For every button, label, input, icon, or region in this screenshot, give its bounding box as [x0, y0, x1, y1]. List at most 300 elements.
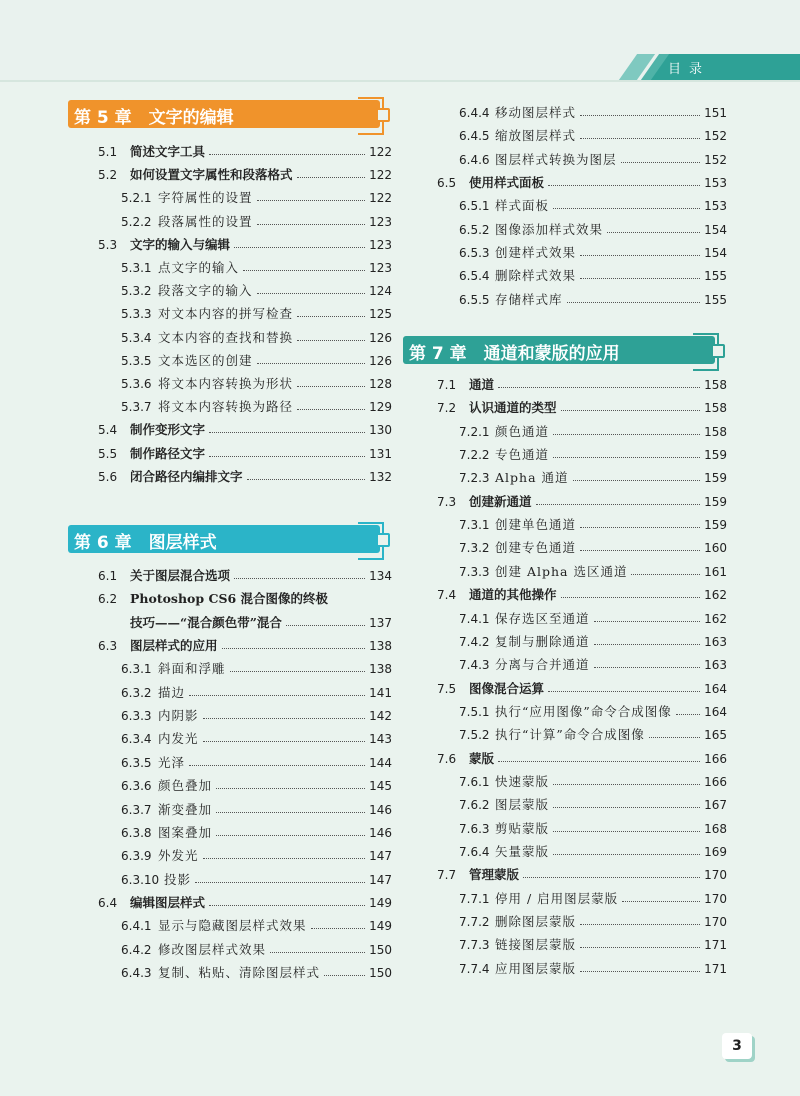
entry-title: 停用 / 启用图层蒙版 [495, 890, 619, 906]
entry-number: 6.4.1 [121, 919, 152, 934]
entry-title: 颜色通道 [495, 423, 550, 439]
entry-number: 5.1 [98, 145, 118, 159]
toc-entry[interactable] [405, 421, 727, 443]
leader-dots [553, 854, 700, 855]
entry-page: 149 [369, 895, 392, 910]
toc-entry[interactable] [405, 654, 727, 676]
toc-entry[interactable] [70, 705, 392, 727]
entry-title: 创建新通道 [469, 493, 532, 509]
entry-page: 163 [704, 658, 727, 673]
toc-entry[interactable] [405, 219, 727, 241]
leader-dots [594, 644, 701, 645]
toc-entry[interactable] [405, 561, 727, 583]
entry-page: 162 [704, 611, 727, 626]
leader-dots [216, 835, 365, 836]
entry-number: 5.2 [98, 168, 118, 183]
leader-dots [209, 905, 365, 906]
entry-number: 5.2.2 [121, 214, 152, 229]
entry-number: 6.3.5 [121, 755, 152, 770]
entry-number: 7.4.2 [459, 634, 490, 649]
entry-page: 138 [369, 662, 392, 677]
entry-title: 点文字的输入 [158, 260, 240, 275]
entry-page: 159 [704, 471, 727, 486]
entry-page: 123 [369, 237, 392, 252]
toc-entry[interactable] [70, 396, 392, 418]
leader-dots [297, 316, 365, 317]
leader-dots [257, 363, 366, 364]
entry-page: 160 [704, 541, 727, 556]
entry-number: 6.3.8 [121, 825, 152, 840]
leader-dots [189, 765, 365, 766]
entry-title: 关于图层混合选项 [130, 568, 231, 583]
entry-title: 管理蒙版 [469, 867, 520, 883]
toc-entry[interactable] [70, 164, 392, 186]
toc-entry[interactable] [405, 818, 727, 840]
toc-entry[interactable] [405, 514, 727, 536]
entry-page: 155 [704, 269, 727, 284]
leader-dots [567, 302, 701, 303]
leader-dots [247, 479, 366, 480]
leader-dots [561, 597, 701, 598]
leader-dots [243, 270, 365, 271]
entry-title: 执行“应用图像”命令合成图像 [495, 703, 672, 719]
leader-dots [297, 177, 366, 178]
entry-page: 155 [704, 292, 727, 307]
section-tab-label: 目录 [668, 62, 711, 77]
entry-page: 147 [369, 872, 392, 887]
entry-title: 样式面板 [495, 198, 550, 214]
entry-title: 编辑图层样式 [130, 894, 206, 910]
toc-entry[interactable] [405, 149, 727, 171]
toc-entry[interactable] [70, 303, 392, 325]
leader-dots [536, 504, 701, 505]
entry-title: 认识通道的类型 [469, 400, 557, 416]
entry-title: 快速蒙版 [495, 773, 550, 789]
leader-dots [209, 432, 365, 433]
entry-title: 复制、粘贴、清除图层样式 [158, 964, 321, 980]
leader-dots [216, 788, 365, 789]
toc-entry[interactable] [70, 234, 392, 256]
entry-title: 蒙版 [469, 750, 495, 766]
leader-dots [553, 457, 700, 458]
entry-title: 闭合路径内编排文字 [130, 468, 243, 484]
leader-dots [580, 947, 700, 948]
entry-page: 123 [369, 261, 392, 275]
entry-number: 6.4.2 [121, 942, 152, 957]
leader-dots [311, 928, 366, 929]
toc-entry[interactable] [405, 794, 727, 816]
toc-entry[interactable] [405, 242, 727, 264]
leader-dots [580, 115, 700, 116]
leader-dots [548, 691, 700, 692]
entry-title: 描边 [158, 684, 186, 700]
toc-entry[interactable] [70, 658, 392, 680]
entry-title: 缩放图层样式 [495, 128, 577, 144]
chapter-title: 第 7 章 通道和蒙版的应用 [409, 344, 620, 364]
entry-number: 7.6.4 [459, 845, 490, 859]
entry-title: 图层样式转换为图层 [495, 151, 617, 167]
toc-entry[interactable] [70, 775, 392, 797]
entry-page: 152 [704, 129, 727, 144]
entry-page: 137 [369, 615, 392, 630]
toc-entry[interactable] [70, 327, 392, 349]
entry-title: 矢量蒙版 [495, 844, 550, 859]
toc-entry[interactable] [70, 280, 392, 302]
leader-dots [594, 667, 701, 668]
entry-page: 170 [704, 915, 727, 930]
toc-entry[interactable] [70, 419, 392, 441]
entry-page: 164 [704, 704, 727, 719]
entry-page: 164 [704, 681, 727, 696]
toc-entry[interactable] [405, 467, 727, 489]
entry-number: 7.6.1 [459, 774, 490, 789]
entry-page: 154 [704, 246, 727, 261]
entry-title: 创建专色通道 [495, 540, 577, 556]
entry-number: 6.5.5 [459, 292, 490, 307]
entry-page: 158 [704, 378, 727, 392]
entry-number: 7.6.3 [459, 821, 490, 836]
toc-entry[interactable] [70, 845, 392, 867]
entry-number: 7.4 [437, 588, 457, 603]
entry-page: 146 [369, 825, 392, 840]
leader-dots [257, 224, 366, 225]
ornament-knot [376, 108, 390, 122]
entry-number: 5.4 [98, 423, 118, 438]
leader-dots [297, 409, 365, 410]
leader-dots [203, 718, 366, 719]
entry-page: 170 [704, 891, 727, 906]
toc-entry[interactable] [405, 631, 727, 653]
leader-dots [553, 831, 700, 832]
leader-dots [580, 527, 700, 528]
entry-page: 150 [369, 942, 392, 957]
entry-number: 6.4.4 [459, 106, 490, 120]
entry-number: 6.1 [98, 569, 118, 583]
entry-title: Alpha 通道 [495, 470, 569, 486]
entry-page: 165 [704, 728, 727, 743]
entry-page: 169 [704, 845, 727, 859]
entry-title: 将文本内容转换为形状 [158, 376, 294, 391]
entry-number: 6.5.3 [459, 246, 490, 261]
toc-entry[interactable] [405, 888, 727, 910]
entry-page: 130 [369, 423, 392, 438]
entry-page: 152 [704, 152, 727, 167]
toc-entry[interactable] [405, 172, 727, 194]
toc-entry[interactable] [70, 588, 392, 610]
entry-title: 对文本内容的拼写检查 [158, 306, 294, 322]
toc-entry[interactable] [70, 892, 392, 914]
entry-number: 6.4.3 [121, 965, 152, 980]
entry-page: 129 [369, 400, 392, 415]
entry-title: 如何设置文字属性和段落格式 [130, 167, 293, 183]
entry-title: 内发光 [158, 731, 199, 747]
leader-dots [580, 255, 700, 256]
entry-page: 154 [704, 222, 727, 237]
entry-number: 5.5 [98, 446, 118, 461]
toc-entry[interactable] [70, 962, 392, 984]
toc-entry[interactable] [70, 799, 392, 821]
entry-number: 7.4.1 [459, 611, 490, 626]
entry-number: 6.3.7 [121, 802, 152, 817]
entry-number: 6.3.2 [121, 685, 152, 700]
entry-title: 链接图层蒙版 [495, 937, 577, 953]
toc-entry[interactable] [70, 939, 392, 961]
entry-title: 保存选区至通道 [495, 610, 590, 626]
entry-title: 专色通道 [495, 447, 550, 463]
entry-title: 分离与合并通道 [495, 657, 590, 673]
entry-page: 153 [704, 199, 727, 214]
entry-number: 7.7.4 [459, 961, 490, 976]
toc-entry[interactable] [70, 612, 392, 634]
leader-dots [209, 154, 365, 155]
entry-page: 168 [704, 821, 727, 836]
header-divider [0, 80, 800, 82]
entry-title: 简述文字工具 [130, 144, 206, 159]
leader-dots [209, 456, 365, 457]
entry-title: 图层样式的应用 [130, 638, 218, 654]
entry-number: 5.3.3 [121, 307, 152, 322]
entry-number: 5.3.2 [121, 284, 152, 299]
entry-title: 外发光 [158, 848, 199, 864]
entry-number: 7.2.3 [459, 471, 490, 486]
entry-title: 显示与隐藏图层样式效果 [158, 918, 307, 934]
leader-dots [580, 550, 700, 551]
entry-page: 122 [369, 145, 392, 159]
entry-title: 创建样式效果 [495, 245, 577, 261]
entry-page: 166 [704, 774, 727, 789]
toc-entry[interactable] [405, 265, 727, 287]
toc-entry[interactable] [405, 397, 727, 419]
leader-dots [573, 480, 701, 481]
entry-page: 144 [369, 755, 392, 770]
entry-number: 6.3.3 [121, 709, 152, 724]
toc-entry[interactable] [70, 350, 392, 372]
entry-title: 执行“计算”命令合成图像 [495, 727, 645, 743]
leader-dots [234, 578, 365, 579]
entry-number: 6.3.1 [121, 662, 152, 677]
entry-number: 6.5 [437, 176, 457, 191]
toc-entry[interactable] [70, 822, 392, 844]
entry-number: 7.6.2 [459, 798, 490, 813]
toc-entry[interactable] [405, 701, 727, 723]
chapter-heading-ch6 [68, 525, 380, 553]
chapter-title: 第 6 章 图层样式 [74, 533, 217, 553]
entry-page: 122 [369, 168, 392, 183]
toc-entry[interactable] [405, 841, 727, 863]
entry-number: 6.5.1 [459, 199, 490, 214]
page-number: 3 [722, 1033, 752, 1059]
entry-title: 应用图层蒙版 [495, 960, 577, 976]
toc-entry[interactable] [405, 444, 727, 466]
entry-number: 5.6 [98, 469, 118, 484]
entry-number: 6.5.4 [459, 269, 490, 284]
entry-number: 7.1 [437, 378, 457, 392]
leader-dots [622, 901, 700, 902]
toc-entry[interactable] [405, 537, 727, 559]
toc-entry[interactable] [70, 141, 392, 163]
toc-entry[interactable] [70, 211, 392, 233]
leader-dots [553, 784, 700, 785]
entry-number: 7.5.2 [459, 728, 490, 743]
entry-page: 126 [369, 330, 392, 345]
toc-entry[interactable] [70, 443, 392, 465]
leader-dots [561, 410, 701, 411]
entry-number: 6.4.5 [459, 129, 490, 144]
toc-entry[interactable] [405, 724, 727, 746]
leader-dots [216, 812, 365, 813]
toc-entry[interactable] [70, 187, 392, 209]
toc-entry[interactable] [405, 289, 727, 311]
leader-dots [580, 924, 700, 925]
entry-title: 图像混合运算 [469, 680, 545, 696]
entry-number: 5.3.6 [121, 377, 152, 391]
toc-entry[interactable] [70, 635, 392, 657]
entry-title: 颜色叠加 [158, 778, 213, 794]
entry-title: 内阴影 [158, 708, 199, 724]
entry-title: 技巧——“混合颜色带”混合 [130, 614, 282, 630]
leader-dots [580, 278, 700, 279]
toc-entry[interactable] [70, 869, 392, 891]
toc-entry[interactable] [405, 911, 727, 933]
entry-number: 7.7.1 [459, 891, 490, 906]
entry-number: 6.4 [98, 895, 118, 910]
entry-page: 125 [369, 307, 392, 322]
leader-dots [222, 648, 366, 649]
toc-entry[interactable] [405, 195, 727, 217]
toc-entry[interactable] [70, 373, 392, 395]
entry-title: 使用样式面板 [469, 175, 545, 191]
leader-dots [498, 761, 700, 762]
toc-entry[interactable] [70, 257, 392, 279]
entry-page: 123 [369, 214, 392, 229]
entry-page: 161 [704, 564, 727, 579]
leader-dots [553, 208, 700, 209]
entry-number: 7.6 [437, 751, 457, 766]
entry-title: 图层蒙版 [495, 797, 550, 813]
toc-entry[interactable] [405, 771, 727, 793]
leader-dots [553, 434, 700, 435]
entry-page: 166 [704, 751, 727, 766]
entry-page: 134 [369, 569, 392, 583]
entry-number: 7.5 [437, 681, 457, 696]
entry-number: 6.4.6 [459, 152, 490, 167]
entry-number: 7.2 [437, 401, 457, 416]
toc-entry[interactable] [70, 565, 392, 587]
entry-title: 制作变形文字 [130, 422, 206, 438]
entry-number: 7.7 [437, 868, 457, 883]
toc-entry[interactable] [70, 752, 392, 774]
entry-page: 153 [704, 176, 727, 191]
entry-page: 159 [704, 494, 727, 509]
toc-entry[interactable] [405, 934, 727, 956]
entry-page: 170 [704, 868, 727, 883]
toc-entry[interactable] [70, 728, 392, 750]
entry-number: 7.2.1 [459, 424, 490, 439]
entry-number: 6.2 [98, 592, 118, 607]
toc-entry[interactable] [405, 584, 727, 606]
entry-number: 6.3 [98, 639, 118, 654]
leader-dots [548, 185, 700, 186]
entry-title: 图像添加样式效果 [495, 221, 604, 237]
entry-page: 159 [704, 518, 727, 533]
toc-entry[interactable] [70, 682, 392, 704]
leader-dots [580, 971, 700, 972]
entry-title: 文本内容的查找和替换 [158, 329, 294, 345]
entry-page: 159 [704, 448, 727, 463]
entry-page: 122 [369, 191, 392, 206]
leader-dots [324, 975, 365, 976]
leader-dots [286, 625, 365, 626]
entry-title: 通道 [469, 377, 495, 392]
toc-entry[interactable] [405, 958, 727, 980]
ornament-knot [711, 344, 725, 358]
toc-entry[interactable] [405, 491, 727, 513]
toc-entry[interactable] [70, 466, 392, 488]
leader-dots [257, 200, 366, 201]
entry-title: 存储样式库 [495, 291, 563, 307]
toc-entry[interactable] [70, 915, 392, 937]
entry-title: 图案叠加 [158, 824, 213, 840]
entry-title: 修改图层样式效果 [158, 941, 267, 957]
toc-entry[interactable] [405, 102, 727, 124]
entry-title: 投影 [164, 871, 192, 887]
entry-number: 7.3.1 [459, 518, 490, 533]
leader-dots [631, 574, 700, 575]
entry-page: 171 [704, 961, 727, 976]
entry-page: 128 [369, 377, 392, 391]
entry-title: 创建单色通道 [495, 517, 577, 533]
entry-number: 6.3.10 [121, 872, 160, 887]
entry-page: 149 [369, 919, 392, 934]
leader-dots [621, 162, 701, 163]
entry-page: 143 [369, 732, 392, 747]
entry-title: 制作路径文字 [130, 445, 206, 461]
ornament-knot [376, 533, 390, 547]
entry-number: 7.7.2 [459, 915, 490, 930]
entry-number: 5.2.1 [121, 191, 152, 206]
toc-entry[interactable] [405, 748, 727, 770]
toc-entry[interactable] [405, 678, 727, 700]
toc-entry[interactable] [405, 864, 727, 886]
leader-dots [189, 695, 365, 696]
leader-dots [234, 247, 365, 248]
toc-entry[interactable] [405, 374, 727, 396]
entry-page: 145 [369, 779, 392, 794]
entry-title: 将文本内容转换为路径 [158, 399, 294, 415]
leader-dots [607, 232, 700, 233]
entry-number: 6.3.6 [121, 779, 152, 794]
leader-dots [195, 882, 365, 883]
chapter-title: 第 5 章 文字的编辑 [74, 108, 234, 128]
toc-entry[interactable] [405, 608, 727, 630]
entry-title: Photoshop CS6 混合图像的终极 [130, 591, 329, 607]
entry-page: 151 [704, 106, 727, 120]
entry-number: 7.7.3 [459, 938, 490, 953]
leader-dots [580, 138, 700, 139]
entry-page: 126 [369, 353, 392, 368]
entry-number: 7.5.1 [459, 704, 490, 719]
entry-number: 5.3 [98, 237, 118, 252]
toc-entry[interactable] [405, 125, 727, 147]
entry-page: 138 [369, 639, 392, 654]
entry-number: 5.3.1 [121, 261, 152, 275]
entry-page: 158 [704, 401, 727, 416]
entry-title: 复制与删除通道 [495, 633, 590, 649]
leader-dots [297, 386, 365, 387]
entry-page: 124 [369, 284, 392, 299]
leader-dots [257, 293, 366, 294]
entry-title: 创建 Alpha 选区通道 [495, 563, 628, 579]
